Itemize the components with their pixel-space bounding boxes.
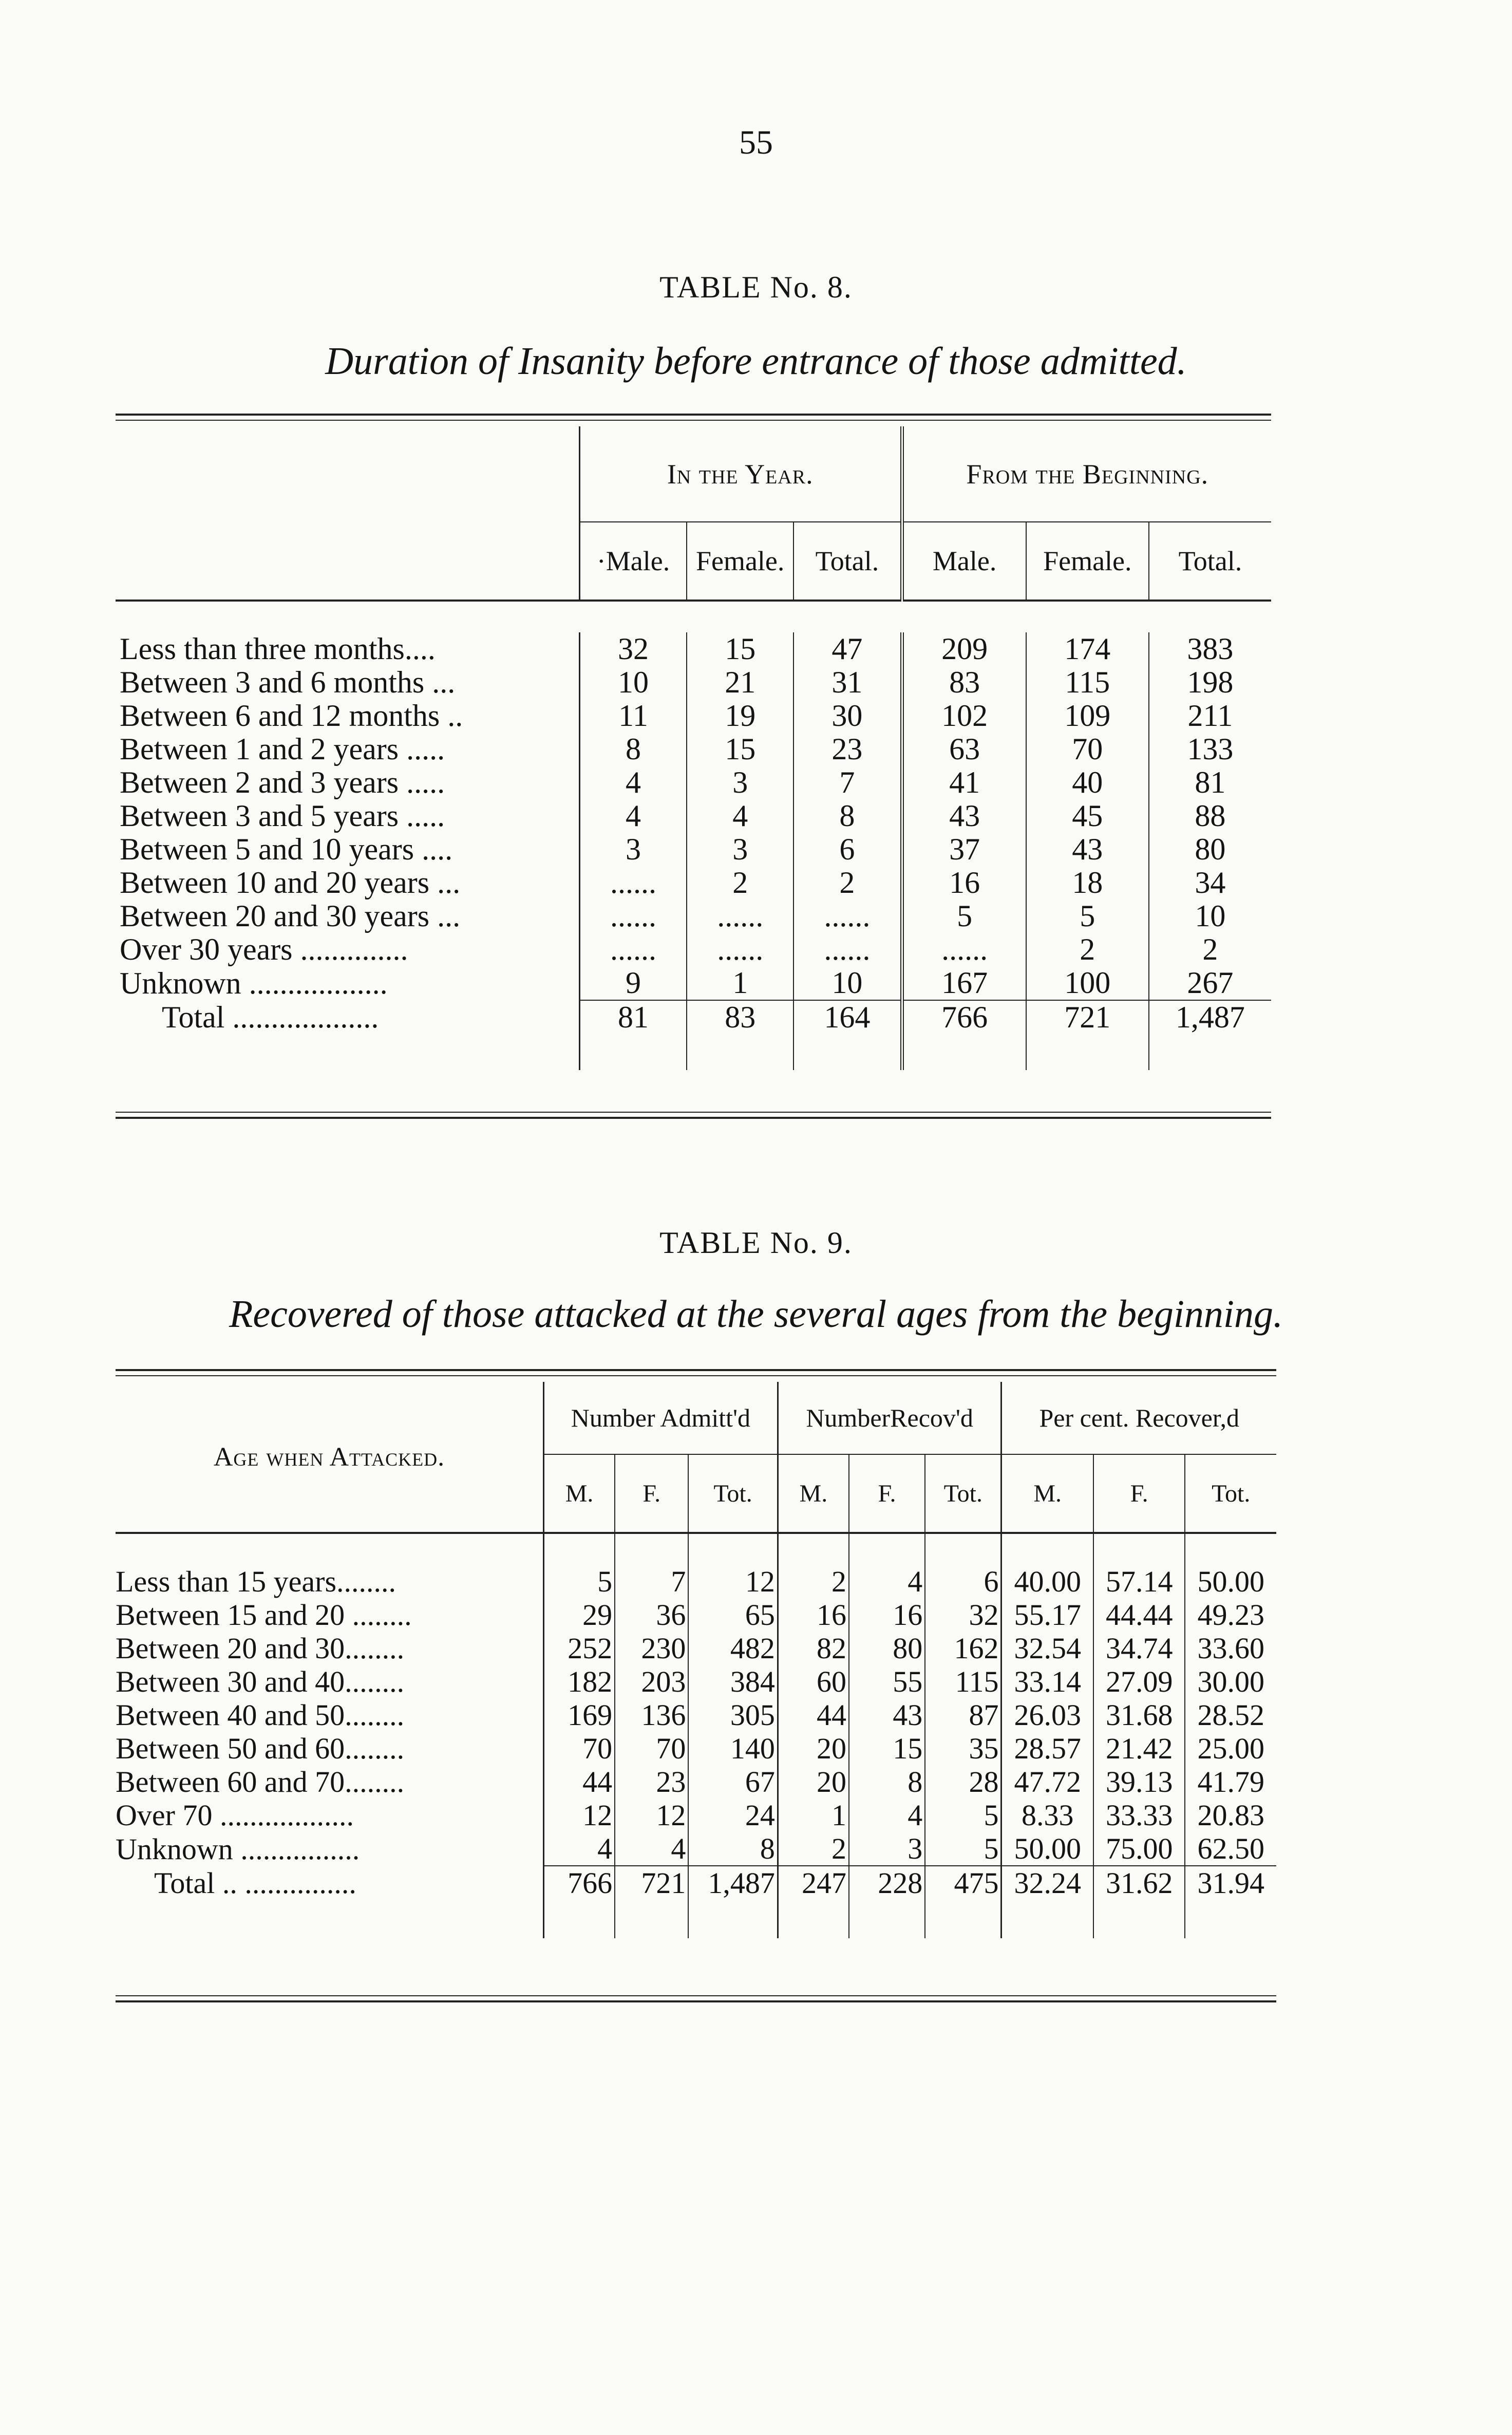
cell-t: 23 <box>793 733 902 766</box>
col-admitted-tot: Tot. <box>688 1454 778 1533</box>
cell-am: 70 <box>544 1732 615 1765</box>
cell-pf: 27.09 <box>1093 1665 1185 1698</box>
cell-rt: 5 <box>925 1799 1001 1832</box>
col-recovered-f: F. <box>849 1454 925 1533</box>
table-row <box>116 866 1271 900</box>
table-row <box>116 900 1271 933</box>
table-row <box>116 766 1271 799</box>
cell-f: 21 <box>687 666 793 699</box>
row-label: Between 15 and 20 ........ <box>116 1598 412 1632</box>
cell-m: 4 <box>579 799 687 833</box>
cell-rf: 15 <box>849 1732 925 1765</box>
cell-pt: 50.00 <box>1185 1565 1276 1598</box>
cell-t: 7 <box>793 766 902 799</box>
cell-pf: 34.74 <box>1093 1632 1185 1665</box>
cell-at: 384 <box>688 1665 778 1698</box>
cell-m: 3 <box>579 833 687 866</box>
col-recovered-m: M. <box>778 1454 849 1533</box>
row-label: Over 30 years .............. <box>120 932 408 966</box>
table-8 <box>116 426 1271 1070</box>
cell-m: 10 <box>579 666 687 699</box>
table-8-title: TABLE No. 8. <box>659 270 853 304</box>
table-row <box>116 1565 1276 1598</box>
col-admitted-f: F. <box>615 1454 688 1533</box>
row-label: Between 1 and 2 years ..... <box>120 732 445 766</box>
cell-bt: 133 <box>1149 733 1271 766</box>
cell-m: 11 <box>579 699 687 733</box>
cell-pm: 40.00 <box>1001 1565 1093 1598</box>
cell-af: 7 <box>615 1565 688 1598</box>
table-9-title: TABLE No. 9. <box>659 1226 853 1260</box>
cell-rf: 80 <box>849 1632 925 1665</box>
cell-t: 10 <box>793 966 902 1000</box>
cell-bm: 16 <box>902 866 1026 900</box>
table-8-label-header <box>116 426 579 601</box>
cell-bm: 63 <box>902 733 1026 766</box>
total-bt: 1,487 <box>1149 1000 1271 1034</box>
cell-rf: 3 <box>849 1832 925 1866</box>
cell-pt: 49.23 <box>1185 1598 1276 1632</box>
cell-bf: 109 <box>1026 699 1149 733</box>
table-row <box>116 966 1271 1000</box>
row-label: Between 20 and 30........ <box>116 1632 405 1665</box>
cell-bf: 115 <box>1026 666 1149 699</box>
cell-rf: 55 <box>849 1665 925 1698</box>
table-row <box>116 1598 1276 1632</box>
cell-m: 4 <box>579 766 687 799</box>
row-label: Between 5 and 10 years .... <box>120 832 453 866</box>
cell-pt: 62.50 <box>1185 1832 1276 1866</box>
cell-pf: 31.68 <box>1093 1698 1185 1732</box>
page-number: 55 <box>739 124 773 161</box>
cell-bm: 5 <box>902 900 1026 933</box>
cell-f: 19 <box>687 699 793 733</box>
cell-f: 4 <box>687 799 793 833</box>
cell-rm: 1 <box>778 1799 849 1832</box>
cell-af: 230 <box>615 1632 688 1665</box>
cell-t: ...... <box>793 933 902 966</box>
cell-af: 36 <box>615 1598 688 1632</box>
cell-am: 169 <box>544 1698 615 1732</box>
cell-rf: 43 <box>849 1698 925 1732</box>
total-pm: 32.24 <box>1001 1866 1093 1900</box>
cell-rm: 44 <box>778 1698 849 1732</box>
cell-bt: 10 <box>1149 900 1271 933</box>
col-male: ·Male. <box>579 522 687 601</box>
cell-pm: 8.33 <box>1001 1799 1093 1832</box>
table-8-subtitle: Duration of Insanity before entrance of those admitted. <box>325 340 1187 383</box>
cell-pf: 44.44 <box>1093 1598 1185 1632</box>
col-percent-m: M. <box>1001 1454 1093 1533</box>
cell-bf: 174 <box>1026 632 1149 666</box>
cell-f: 2 <box>687 866 793 900</box>
cell-bt: 383 <box>1149 632 1271 666</box>
col-admitted-m: M. <box>544 1454 615 1533</box>
cell-pm: 26.03 <box>1001 1698 1093 1732</box>
total-t: 164 <box>793 1000 902 1034</box>
table-row <box>116 1765 1276 1799</box>
col-age-when-attacked: Age when Attacked. <box>116 1382 544 1533</box>
table-row <box>116 733 1271 766</box>
row-label: Over 70 .................. <box>116 1799 354 1832</box>
cell-bt: 34 <box>1149 866 1271 900</box>
cell-af: 136 <box>615 1698 688 1732</box>
cell-bt: 2 <box>1149 933 1271 966</box>
cell-pm: 28.57 <box>1001 1732 1093 1765</box>
cell-rt: 6 <box>925 1565 1001 1598</box>
total-m: 81 <box>579 1000 687 1034</box>
cell-bm: 83 <box>902 666 1026 699</box>
cell-rt: 87 <box>925 1698 1001 1732</box>
col-recovered-tot: Tot. <box>925 1454 1001 1533</box>
cell-f: 3 <box>687 766 793 799</box>
cell-am: 5 <box>544 1565 615 1598</box>
cell-f: ...... <box>687 933 793 966</box>
table-row <box>116 1665 1276 1698</box>
cell-m: 9 <box>579 966 687 1000</box>
cell-af: 203 <box>615 1665 688 1698</box>
cell-t: ...... <box>793 900 902 933</box>
total-am: 766 <box>544 1866 615 1900</box>
group-from-beginning: From the Beginning. <box>902 426 1271 522</box>
total-row <box>116 1866 1276 1900</box>
cell-m: 32 <box>579 632 687 666</box>
cell-f: 1 <box>687 966 793 1000</box>
table-9-subtitle: Recovered of those attacked at the several ages from the beginning. <box>229 1293 1283 1336</box>
cell-bm: 41 <box>902 766 1026 799</box>
total-pt: 31.94 <box>1185 1866 1276 1900</box>
table-row <box>116 699 1271 733</box>
total-at: 1,487 <box>688 1866 778 1900</box>
cell-bm: 43 <box>902 799 1026 833</box>
cell-pt: 41.79 <box>1185 1765 1276 1799</box>
cell-rm: 20 <box>778 1732 849 1765</box>
cell-rm: 82 <box>778 1632 849 1665</box>
table-row <box>116 632 1271 666</box>
row-label: Unknown .................. <box>120 966 388 1000</box>
total-rf: 228 <box>849 1866 925 1900</box>
cell-bm: 37 <box>902 833 1026 866</box>
total-bm: 766 <box>902 1000 1026 1034</box>
cell-pt: 25.00 <box>1185 1732 1276 1765</box>
cell-bt: 211 <box>1149 699 1271 733</box>
cell-af: 12 <box>615 1799 688 1832</box>
row-label: Less than three months.... <box>120 632 436 666</box>
table-row <box>116 1698 1276 1732</box>
table-row <box>116 1799 1276 1832</box>
col-total: Total. <box>793 522 902 601</box>
col-percent-tot: Tot. <box>1185 1454 1276 1533</box>
cell-af: 70 <box>615 1732 688 1765</box>
cell-am: 252 <box>544 1632 615 1665</box>
cell-t: 47 <box>793 632 902 666</box>
col-female-beginning: Female. <box>1026 522 1149 601</box>
cell-pf: 33.33 <box>1093 1799 1185 1832</box>
cell-pt: 28.52 <box>1185 1698 1276 1732</box>
cell-rt: 35 <box>925 1732 1001 1765</box>
table-row <box>116 1732 1276 1765</box>
cell-rt: 32 <box>925 1598 1001 1632</box>
col-female: Female. <box>687 522 793 601</box>
total-af: 721 <box>615 1866 688 1900</box>
cell-m: ...... <box>579 866 687 900</box>
cell-at: 482 <box>688 1632 778 1665</box>
group-number-recovered: NumberRecov'd <box>778 1382 1001 1454</box>
total-bf: 721 <box>1026 1000 1149 1034</box>
cell-af: 4 <box>615 1832 688 1866</box>
cell-bf: 2 <box>1026 933 1149 966</box>
cell-am: 12 <box>544 1799 615 1832</box>
table-row <box>116 799 1271 833</box>
cell-bt: 80 <box>1149 833 1271 866</box>
cell-bf: 100 <box>1026 966 1149 1000</box>
cell-bf: 43 <box>1026 833 1149 866</box>
cell-m: 8 <box>579 733 687 766</box>
cell-bm: ...... <box>902 933 1026 966</box>
cell-m: ...... <box>579 900 687 933</box>
row-label: Between 6 and 12 months .. <box>120 699 463 733</box>
table-row <box>116 833 1271 866</box>
cell-pt: 33.60 <box>1185 1632 1276 1665</box>
cell-bt: 81 <box>1149 766 1271 799</box>
row-label: Between 3 and 5 years ..... <box>120 799 445 833</box>
cell-t: 31 <box>793 666 902 699</box>
cell-at: 65 <box>688 1598 778 1632</box>
cell-f: 15 <box>687 733 793 766</box>
row-label: Between 50 and 60........ <box>116 1732 405 1765</box>
cell-rt: 115 <box>925 1665 1001 1698</box>
col-male-beginning: Male. <box>902 522 1026 601</box>
total-label: Total .. ............... <box>154 1866 356 1900</box>
cell-pf: 21.42 <box>1093 1732 1185 1765</box>
cell-f: 15 <box>687 632 793 666</box>
cell-pm: 55.17 <box>1001 1598 1093 1632</box>
cell-bf: 18 <box>1026 866 1149 900</box>
cell-rf: 4 <box>849 1799 925 1832</box>
cell-at: 140 <box>688 1732 778 1765</box>
cell-rt: 5 <box>925 1832 1001 1866</box>
row-label: Less than 15 years........ <box>116 1565 396 1598</box>
cell-pm: 32.54 <box>1001 1632 1093 1665</box>
cell-t: 6 <box>793 833 902 866</box>
row-label: Between 3 and 6 months ... <box>120 665 456 699</box>
cell-rm: 2 <box>778 1832 849 1866</box>
cell-bm: 209 <box>902 632 1026 666</box>
table-row <box>116 1832 1276 1866</box>
cell-rf: 4 <box>849 1565 925 1598</box>
cell-am: 44 <box>544 1765 615 1799</box>
total-label: Total ................... <box>162 1000 379 1034</box>
cell-pf: 39.13 <box>1093 1765 1185 1799</box>
total-pf: 31.62 <box>1093 1866 1185 1900</box>
cell-pf: 57.14 <box>1093 1565 1185 1598</box>
table-row <box>116 666 1271 699</box>
cell-am: 29 <box>544 1598 615 1632</box>
total-row <box>116 1000 1271 1034</box>
cell-bf: 45 <box>1026 799 1149 833</box>
cell-rt: 28 <box>925 1765 1001 1799</box>
cell-rm: 60 <box>778 1665 849 1698</box>
cell-bf: 40 <box>1026 766 1149 799</box>
cell-t: 30 <box>793 699 902 733</box>
cell-am: 182 <box>544 1665 615 1698</box>
total-rt: 475 <box>925 1866 1001 1900</box>
col-total-beginning: Total. <box>1149 522 1271 601</box>
cell-am: 4 <box>544 1832 615 1866</box>
cell-at: 67 <box>688 1765 778 1799</box>
group-number-admitted: Number Admitt'd <box>544 1382 778 1454</box>
group-percent-recovered: Per cent. Recover,d <box>1001 1382 1276 1454</box>
cell-pf: 75.00 <box>1093 1832 1185 1866</box>
cell-rm: 20 <box>778 1765 849 1799</box>
cell-at: 8 <box>688 1832 778 1866</box>
table-row <box>116 933 1271 966</box>
row-label: Unknown ................ <box>116 1832 360 1866</box>
cell-at: 24 <box>688 1799 778 1832</box>
total-rm: 247 <box>778 1866 849 1900</box>
cell-pt: 30.00 <box>1185 1665 1276 1698</box>
cell-rm: 2 <box>778 1565 849 1598</box>
cell-t: 2 <box>793 866 902 900</box>
row-label: Between 30 and 40........ <box>116 1665 405 1698</box>
cell-at: 305 <box>688 1698 778 1732</box>
row-label: Between 40 and 50........ <box>116 1698 405 1732</box>
row-label: Between 10 and 20 years ... <box>120 866 461 900</box>
total-f: 83 <box>687 1000 793 1034</box>
cell-f: ...... <box>687 900 793 933</box>
group-in-the-year: In the Year. <box>579 426 902 522</box>
cell-pm: 50.00 <box>1001 1832 1093 1866</box>
cell-rm: 16 <box>778 1598 849 1632</box>
cell-pm: 47.72 <box>1001 1765 1093 1799</box>
cell-rt: 162 <box>925 1632 1001 1665</box>
row-label: Between 2 and 3 years ..... <box>120 765 445 799</box>
cell-af: 23 <box>615 1765 688 1799</box>
cell-pt: 20.83 <box>1185 1799 1276 1832</box>
cell-at: 12 <box>688 1565 778 1598</box>
cell-rf: 8 <box>849 1765 925 1799</box>
col-percent-f: F. <box>1093 1454 1185 1533</box>
table-row <box>116 1632 1276 1665</box>
cell-bf: 70 <box>1026 733 1149 766</box>
cell-pm: 33.14 <box>1001 1665 1093 1698</box>
cell-bm: 102 <box>902 699 1026 733</box>
row-label: Between 20 and 30 years ... <box>120 899 461 933</box>
cell-bt: 198 <box>1149 666 1271 699</box>
cell-bt: 267 <box>1149 966 1271 1000</box>
cell-bt: 88 <box>1149 799 1271 833</box>
cell-bf: 5 <box>1026 900 1149 933</box>
cell-m: ...... <box>579 933 687 966</box>
cell-bm: 167 <box>902 966 1026 1000</box>
table-9 <box>116 1382 1276 1938</box>
cell-t: 8 <box>793 799 902 833</box>
cell-f: 3 <box>687 833 793 866</box>
cell-rf: 16 <box>849 1598 925 1632</box>
row-label: Between 60 and 70........ <box>116 1765 405 1799</box>
